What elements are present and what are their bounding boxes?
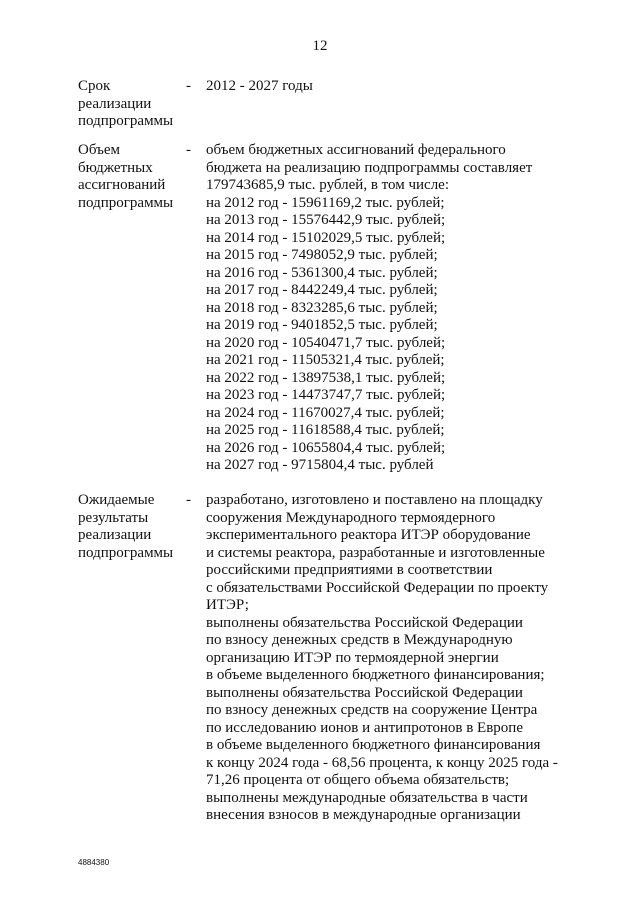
page-number: 12 <box>312 38 328 54</box>
content-line: выполнены обязательства Российской Федерации <box>206 614 523 631</box>
content-line: сооружения Международного термоядерного <box>206 509 496 526</box>
content-line: бюджета на реализацию подпрограммы составляет <box>206 159 533 176</box>
section-content <box>206 492 578 825</box>
budget-year-line: на 2026 год - 10655804,4 тыс. рублей; <box>206 439 446 456</box>
budget-year-line: на 2024 год - 11670027,4 тыс. рублей; <box>206 404 445 421</box>
section-label <box>78 142 186 212</box>
content-line: к концу 2024 года - 68,56 процента, к концу 2025 года - <box>206 754 558 771</box>
content-line: российскими предприятиями в соответствии <box>206 562 493 578</box>
content-line: по взносу денежных средств на сооружение Центра <box>206 702 538 718</box>
budget-year-line: на 2022 год - 13897538,1 тыс. рублей; <box>206 369 446 386</box>
budget-year-line: на 2027 год - 9715804,4 тыс. рублей <box>206 457 434 473</box>
content-line: организацию ИТЭР по термоядерной энергии <box>206 649 499 666</box>
budget-year-line: на 2019 год - 9401852,5 тыс. рублей; <box>206 317 438 333</box>
content-line: с обязательствами Российской Федерации по проекту <box>206 579 549 596</box>
content-line: по исследованию ионов и антипротонов в Европе <box>206 719 523 736</box>
label-line: реализации <box>78 527 152 543</box>
section-label <box>78 78 186 131</box>
label-line: результаты <box>78 509 149 526</box>
content-line: и системы реактора, разработанные и изготовленные <box>206 544 545 561</box>
budget-year-line: на 2023 год - 14473747,7 тыс. рублей; <box>206 387 446 403</box>
content-line: ИТЭР; <box>206 597 249 613</box>
label-line: подпрограммы <box>78 544 174 561</box>
label-line: Срок <box>78 78 111 94</box>
label-line: Ожидаемые <box>78 492 155 508</box>
budget-year-line: на 2016 год - 5361300,4 тыс. рублей; <box>206 264 438 281</box>
label-line: подпрограммы <box>78 194 174 211</box>
label-line: подпрограммы <box>78 113 174 129</box>
label-line: Объем <box>78 142 120 158</box>
budget-year-line: на 2020 год - 10540471,7 тыс. рублей; <box>206 334 446 351</box>
label-line: бюджетных <box>78 159 153 176</box>
budget-year-line: на 2017 год - 8442249,4 тыс. рублей; <box>206 282 438 298</box>
section-dash: - <box>186 492 191 508</box>
section-dash: - <box>186 78 191 94</box>
section-budget-allocations <box>78 142 578 475</box>
budget-year-line: на 2015 год - 7498052,9 тыс. рублей; <box>206 247 438 263</box>
content-line: объем бюджетных ассигнований федерального <box>206 142 506 158</box>
section-content <box>206 78 578 96</box>
content-line: выполнены обязательства Российской Федерации <box>206 684 523 701</box>
label-line: реализации <box>78 95 152 112</box>
content-line: разработано, изготовлено и поставлено на площадку <box>206 492 543 508</box>
content-line: в объеме выделенного бюджетного финансирования <box>206 737 541 753</box>
section-implementation-period <box>78 78 578 131</box>
content-line: 179743685,9 тыс. рублей, в том числе: <box>206 177 450 193</box>
content-line: в объеме выделенного бюджетного финансирования; <box>206 667 545 683</box>
label-line: ассигнований <box>78 177 166 193</box>
content-line: 2012 - 2027 годы <box>206 78 313 94</box>
section-label <box>78 492 186 562</box>
budget-year-line: на 2012 год - 15961169,2 тыс. рублей; <box>206 194 445 211</box>
content-line: внесения взносов в международные организации <box>206 807 521 823</box>
budget-year-line: на 2025 год - 11618588,4 тыс. рублей; <box>206 422 445 438</box>
budget-year-line: на 2014 год - 15102029,5 тыс. рублей; <box>206 229 446 246</box>
content-line: по взносу денежных средств в Международную <box>206 632 513 648</box>
content-line: 71,26 процента от общего объема обязательств; <box>206 772 510 788</box>
budget-year-line: на 2013 год - 15576442,9 тыс. рублей; <box>206 212 446 228</box>
budget-year-line: на 2018 год - 8323285,6 тыс. рублей; <box>206 299 438 316</box>
budget-year-line: на 2021 год - 11505321,4 тыс. рублей; <box>206 352 445 368</box>
content-line: выполнены международные обязательства в части <box>206 789 528 806</box>
section-dash: - <box>186 142 191 158</box>
document-id: 4884380 <box>78 858 110 867</box>
section-expected-results <box>78 492 578 825</box>
content-line: экспериментального реактора ИТЭР оборудование <box>206 527 531 543</box>
section-content <box>206 142 578 475</box>
